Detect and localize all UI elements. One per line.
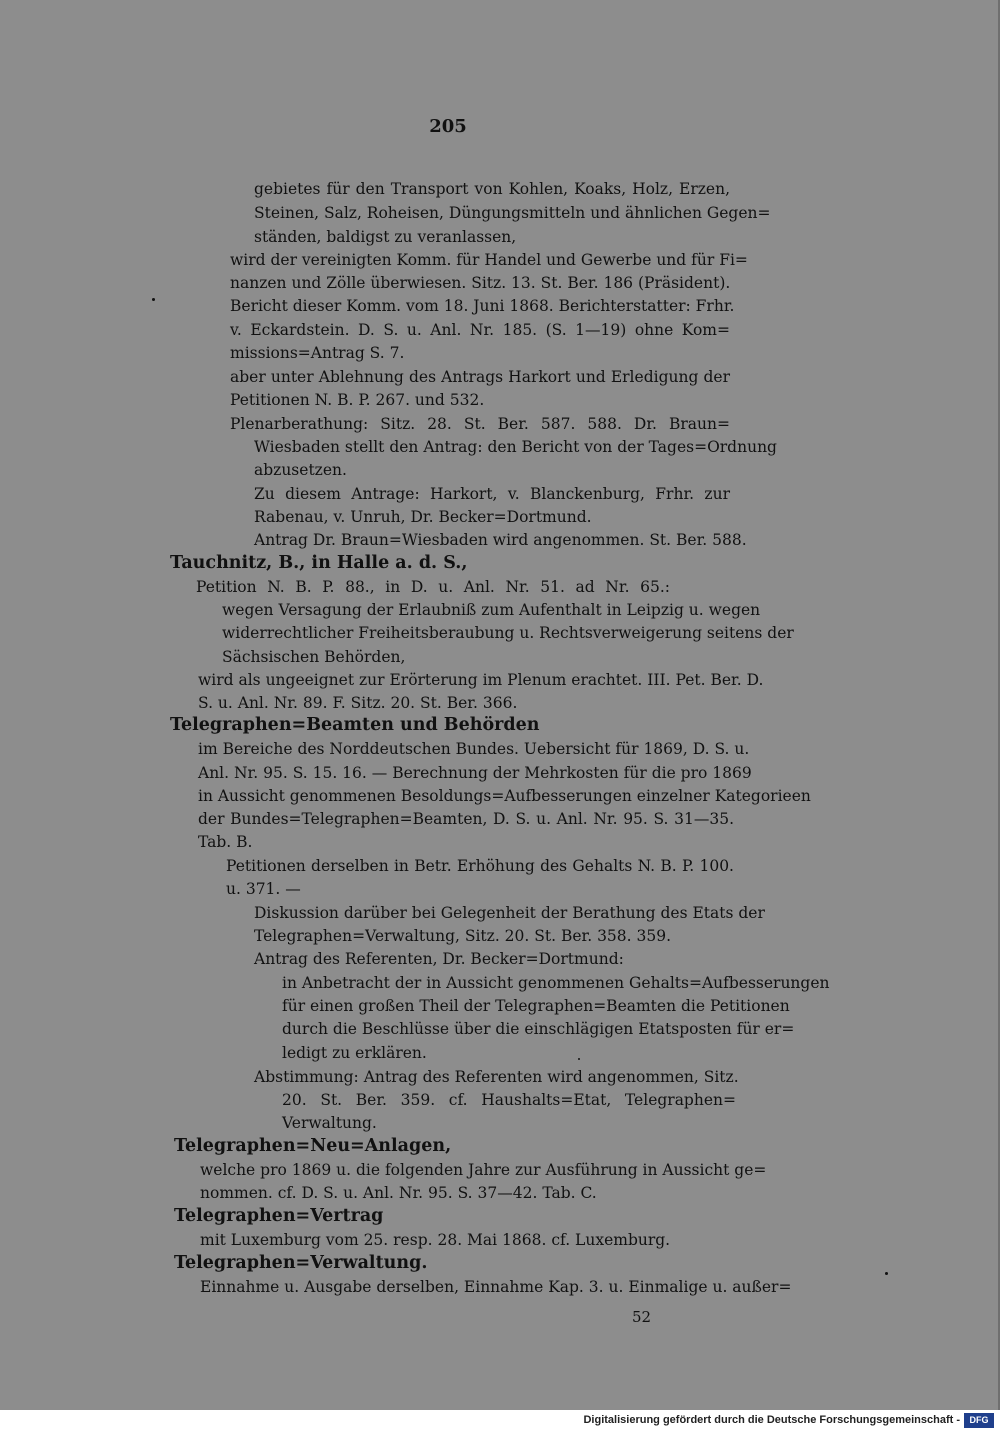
text-line: welche pro 1869 u. die folgenden Jahre zur Ausführung in Aussicht ge= bbox=[200, 1161, 767, 1179]
text-line: Bericht dieser Komm. vom 18. Juni 1868. Berichterstatter: Frhr. bbox=[230, 297, 735, 315]
text-line: mit Luxemburg vom 25. resp. 28. Mai 1868. cf. Luxemburg. bbox=[200, 1231, 671, 1249]
text-line: Antrag des Referenten, Dr. Becker=Dortmund: bbox=[254, 950, 624, 968]
text-line: durch die Beschlüsse über die einschlägigen Etatsposten für er= bbox=[282, 1020, 795, 1038]
text-line: Antrag Dr. Braun=Wiesbaden wird angenommen. St. Ber. 588. bbox=[254, 531, 747, 549]
text-line: in Aussicht genommenen Besoldungs=Aufbesserungen einzelner Kategorieen bbox=[198, 787, 811, 805]
signature-mark: 52 bbox=[632, 1308, 652, 1326]
entry-heading: Telegraphen=Vertrag bbox=[174, 1206, 384, 1226]
text-line: Einnahme u. Ausgabe derselben, Einnahme Kap. 3. u. Einmalige u. außer= bbox=[200, 1278, 792, 1296]
text-line: 20. St. Ber. 359. cf. Haushalts=Etat, Telegraphen= bbox=[282, 1091, 736, 1109]
text-line: in Anbetracht der in Aussicht genommenen Gehalts=Aufbesserungen bbox=[282, 974, 830, 992]
text-line: Wiesbaden stellt den Antrag: den Bericht von der Tages=Ordnung bbox=[254, 438, 777, 456]
text-line: Zu diesem Antrage: Harkort, v. Blanckenburg, Frhr. zur bbox=[254, 485, 730, 503]
funding-notice: Digitalisierung gefördert durch die Deutsche Forschungsgemeinschaft - bbox=[583, 1414, 960, 1426]
footer-bar bbox=[0, 1410, 1000, 1432]
text-line: Verwaltung. bbox=[282, 1114, 377, 1132]
text-line: ständen, baldigst zu veranlassen, bbox=[254, 228, 517, 246]
page-number: 205 bbox=[429, 116, 467, 137]
text-line: Diskussion darüber bei Gelegenheit der Berathung des Etats der bbox=[254, 904, 765, 922]
text-line: Sächsischen Behörden, bbox=[222, 648, 406, 666]
text-line: Petition N. B. P. 88., in D. u. Anl. Nr. 51. ad Nr. 65.: bbox=[196, 578, 670, 596]
text-line: Plenarberathung: Sitz. 28. St. Ber. 587. 588. Dr. Braun= bbox=[230, 415, 730, 433]
scan-speck bbox=[152, 298, 155, 301]
text-line: Steinen, Salz, Roheisen, Düngungsmitteln und ähnlichen Gegen= bbox=[254, 204, 771, 222]
text-line: Abstimmung: Antrag des Referenten wird angenommen, Sitz. bbox=[254, 1068, 739, 1086]
text-line: wird als ungeeignet zur Erörterung im Plenum erachtet. III. Pet. Ber. D. bbox=[198, 671, 764, 689]
entry-heading: Telegraphen=Beamten und Behörden bbox=[170, 715, 540, 735]
text-line: abzusetzen. bbox=[254, 461, 347, 479]
entry-heading: Telegraphen=Neu=Anlagen, bbox=[174, 1136, 452, 1156]
text-line: wird der vereinigten Komm. für Handel und Gewerbe und für Fi= bbox=[230, 251, 748, 269]
text-line: der Bundes=Telegraphen=Beamten, D. S. u. Anl. Nr. 95. S. 31—35. bbox=[198, 810, 734, 828]
text-line: nommen. cf. D. S. u. Anl. Nr. 95. S. 37—42. Tab. C. bbox=[200, 1184, 597, 1202]
text-line: v. Eckardstein. D. S. u. Anl. Nr. 185. (S. 1—19) ohne Kom= bbox=[230, 321, 730, 339]
text-line: Petitionen derselben in Betr. Erhöhung des Gehalts N. B. P. 100. bbox=[226, 857, 734, 875]
text-line: Petitionen N. B. P. 267. und 532. bbox=[230, 391, 485, 409]
text-line: S. u. Anl. Nr. 89. F. Sitz. 20. St. Ber. 366. bbox=[198, 694, 518, 712]
text-line: für einen großen Theil der Telegraphen=Beamten die Petitionen bbox=[282, 997, 790, 1015]
text-line: nanzen und Zölle überwiesen. Sitz. 13. St. Ber. 186 (Präsident). bbox=[230, 274, 731, 292]
text-line: Telegraphen=Verwaltung, Sitz. 20. St. Ber. 358. 359. bbox=[254, 927, 672, 945]
entry-heading: Telegraphen=Verwaltung. bbox=[174, 1253, 428, 1273]
scan-speck bbox=[578, 1058, 580, 1060]
text-line: wegen Versagung der Erlaubniß zum Aufenthalt in Leipzig u. wegen bbox=[222, 601, 761, 619]
entry-heading: Tauchnitz, B., in Halle a. d. S., bbox=[170, 553, 468, 573]
text-line: widerrechtlicher Freiheitsberaubung u. Rechtsverweigerung seitens der bbox=[222, 624, 794, 642]
text-line: Anl. Nr. 95. S. 15. 16. — Berechnung der Mehrkosten für die pro 1869 bbox=[198, 764, 752, 782]
text-line: missions=Antrag S. 7. bbox=[230, 344, 405, 362]
text-line: aber unter Ablehnung des Antrags Harkort und Erledigung der bbox=[230, 368, 730, 386]
text-line: Tab. B. bbox=[198, 833, 253, 851]
text-line: Rabenau, v. Unruh, Dr. Becker=Dortmund. bbox=[254, 508, 592, 526]
dfg-logo: DFG bbox=[964, 1413, 994, 1428]
text-line: gebietes für den Transport von Kohlen, Koaks, Holz, Erzen, bbox=[254, 180, 730, 198]
text-line: im Bereiche des Norddeutschen Bundes. Uebersicht für 1869, D. S. u. bbox=[198, 740, 750, 758]
text-line: u. 371. — bbox=[226, 880, 301, 898]
text-line: ledigt zu erklären. bbox=[282, 1044, 427, 1062]
scan-speck bbox=[885, 1272, 888, 1275]
